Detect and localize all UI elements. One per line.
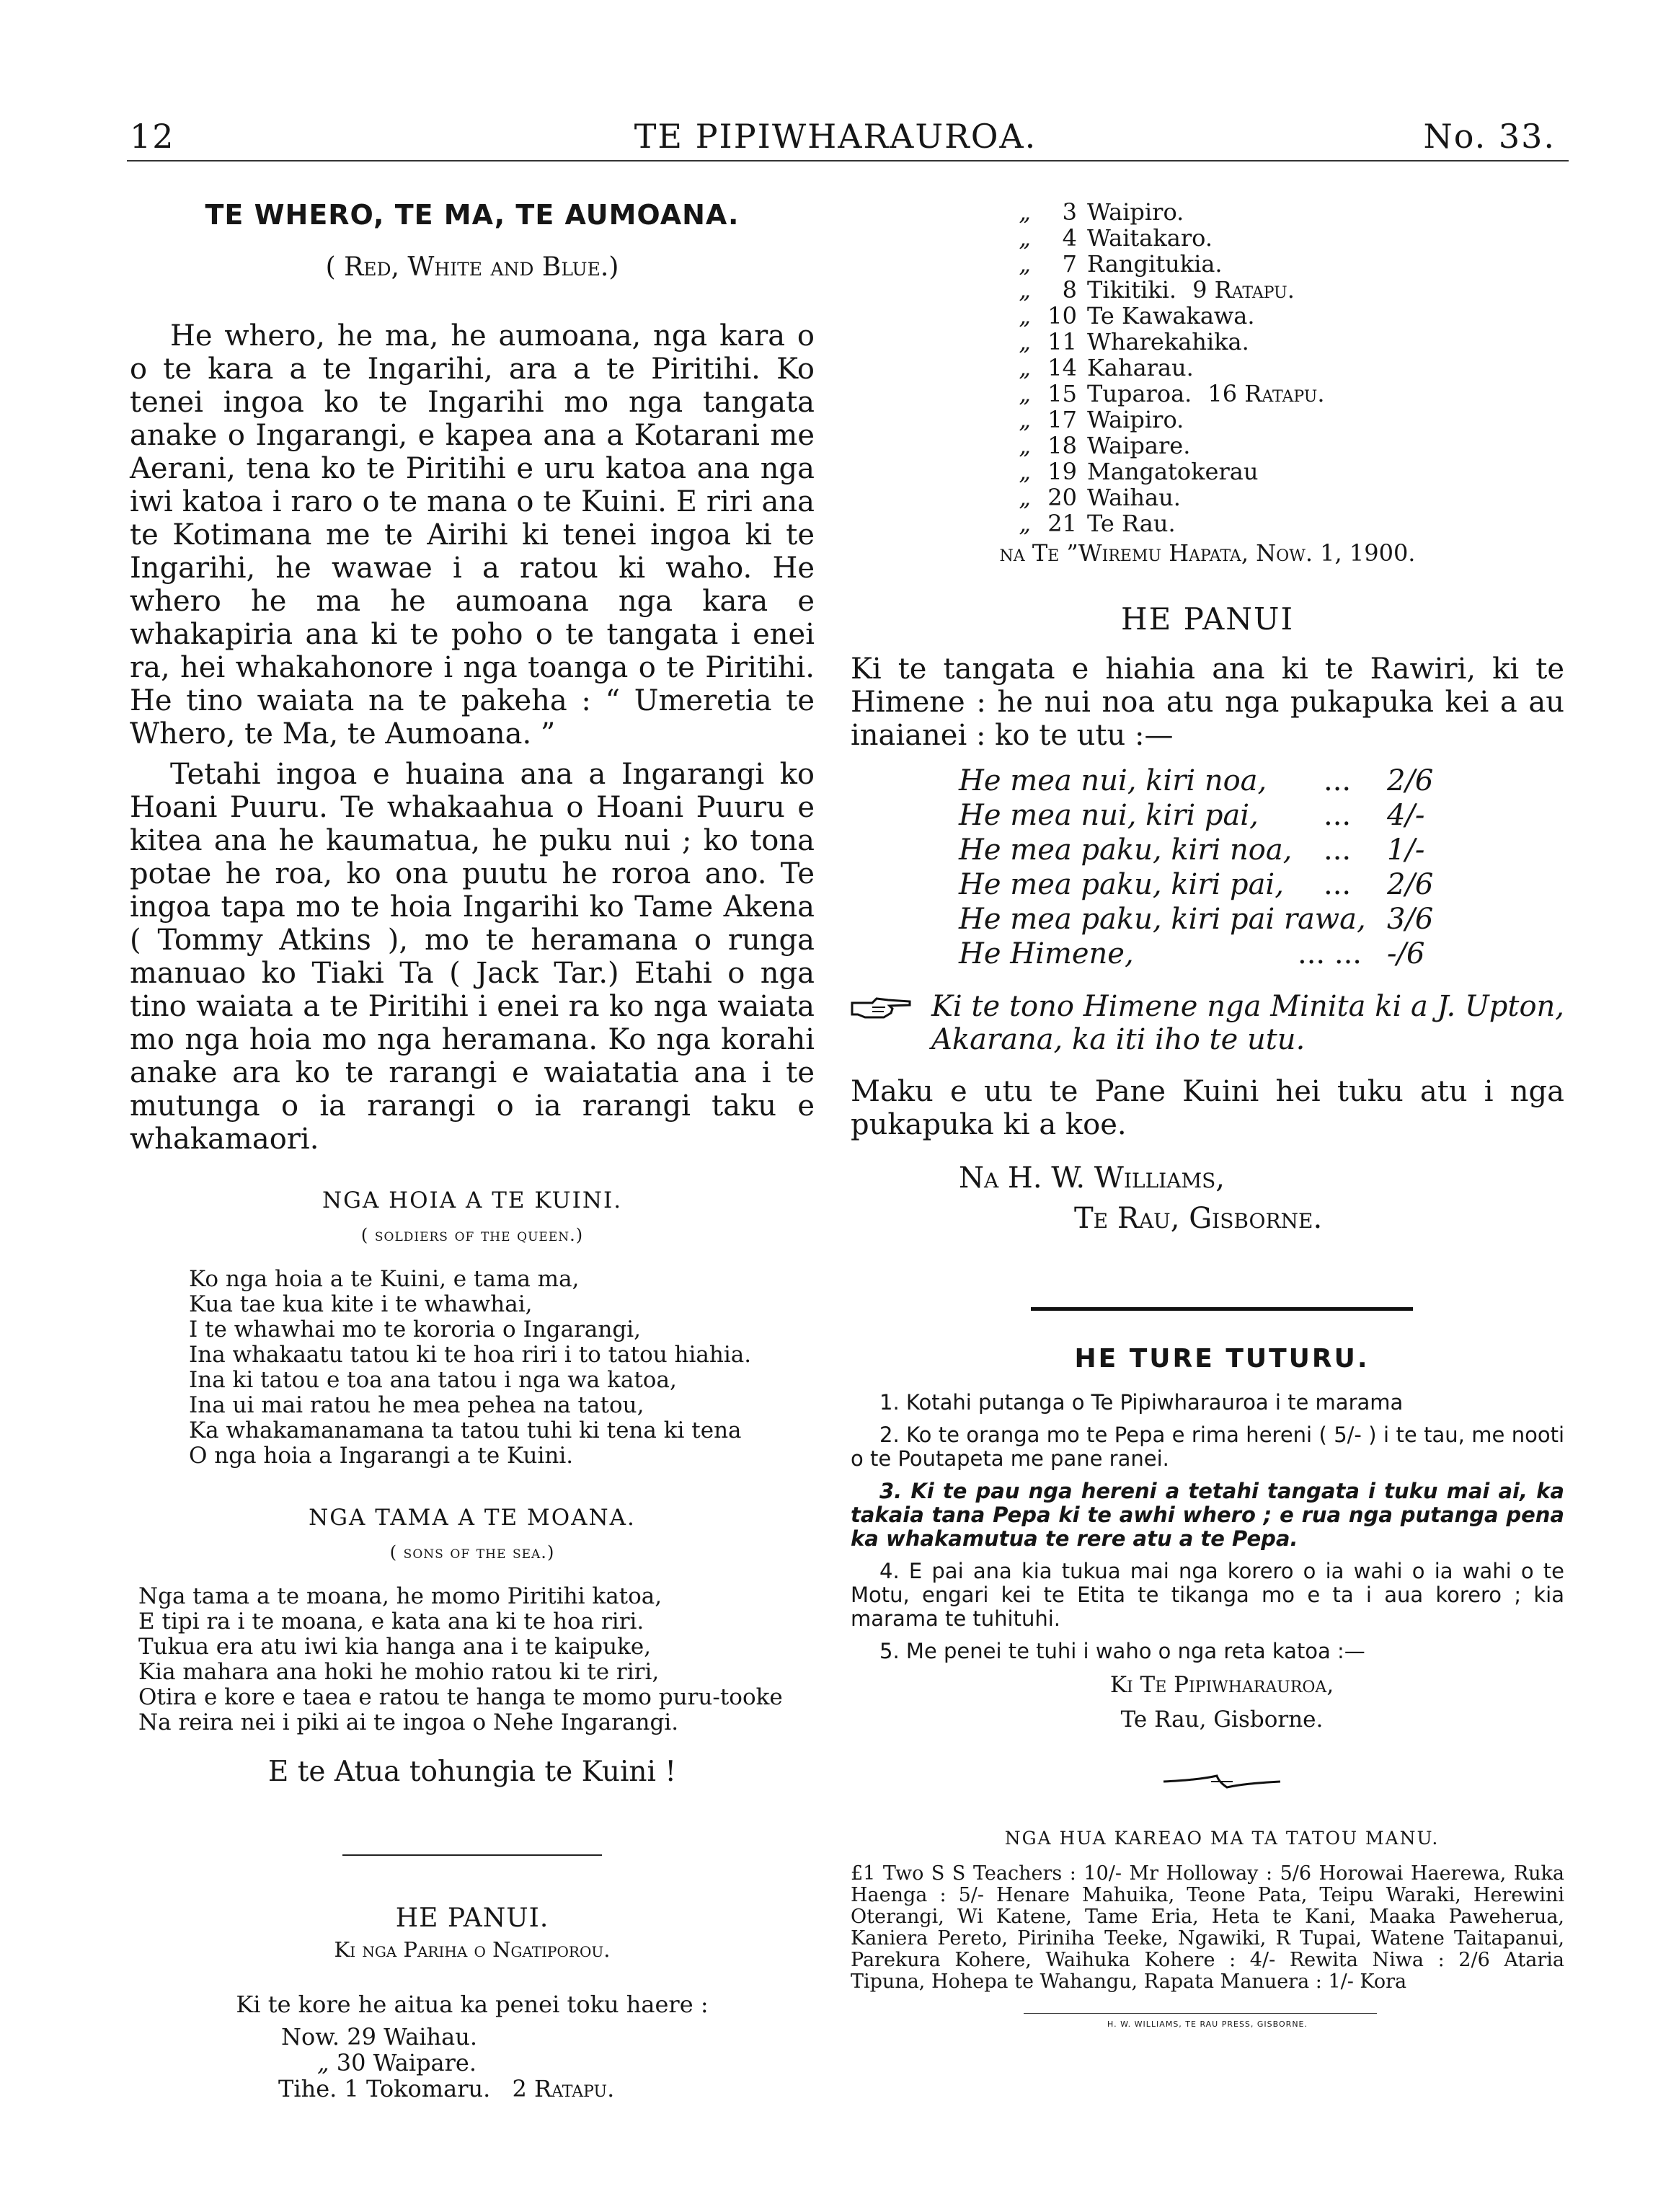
pane-kuini-note: Maku e utu te Pane Kuini hei tuku atu i nga pukapuka ki a koe.	[851, 1075, 1564, 1141]
right-column	[851, 199, 1564, 2029]
price-item: He Himene,	[959, 937, 1134, 970]
schedule-row	[952, 407, 1564, 433]
section-divider	[1031, 1307, 1413, 1311]
ditto-mark: „	[317, 2049, 329, 2076]
price-amount: 2/6	[1387, 868, 1434, 901]
verse-line: Na reira nei i piki ai te ingoa o Nehe Ingarangi.	[138, 1709, 679, 1735]
article-paragraph: He whero, he ma, he aumoana, nga kara o o te kara a te Ingarihi, ara a te Piritihi. Ko tenei ingoa ko te Ingarihi mo nga tangata anake o Ingarangi, e kapea ana a Kotarani me Aerani, tena ko te Piritihi e uru katoa ana nga iwi katoa i raro o te mana o te Kuini. E riri ana te Kotimana me te Airihi ki tenei ingoa ki te Ingarihi, he wawae i a ratou ki waho. He whero he ma he aumoana nga kara e whakapiria ana ki te poho o te tangata i enei ra, hei whakahonore i nga toanga o te Piritihi. He tino waiata na te pakeha : “ Umeretia te Whero, te Ma, te Aumoana. ”	[130, 319, 815, 751]
schedule-day: 1	[344, 2075, 359, 2102]
verse-line: Kua tae kua kite i te whawhai,	[189, 1291, 533, 1317]
closing-line: E te Atua tohungia te Kuini !	[267, 1756, 677, 1788]
price-dots: ... ...	[1298, 937, 1362, 970]
schedule-day: 29	[347, 2023, 376, 2050]
price-item: He mea nui, kiri pai,	[959, 799, 1259, 832]
verse-line: Kia mahara ana hoki he mohio ratou ki te riri,	[138, 1659, 660, 1685]
parish-schedule	[952, 199, 1564, 536]
schedule-place: Tikitiki.	[1087, 276, 1177, 304]
schedule-place: Waipiro.	[1087, 406, 1184, 433]
notice-title: HE PANUI.	[395, 1903, 549, 1933]
verse-line: Tukua era atu iwi kia hanga ana i te kaipuke,	[138, 1634, 652, 1660]
schedule-day: 4	[1062, 224, 1077, 252]
printer-imprint: H. W. WILLIAMS, TE RAU PRESS, GISBORNE.	[1107, 2019, 1308, 2029]
ditto-mark: „	[1019, 432, 1031, 459]
ditto-mark: „	[1019, 328, 1031, 355]
verse-line: Ko nga hoia a te Kuini, e tama ma,	[189, 1266, 580, 1292]
schedule-place: Kaharau.	[1087, 354, 1194, 381]
song1-verse	[189, 1267, 815, 1469]
ditto-mark: „	[1019, 276, 1031, 304]
schedule-row	[281, 2050, 815, 2076]
masthead-title: TE PIPIWHARAUROA.	[634, 117, 1037, 156]
article-title: TE WHERO, TE MA, TE AUMOANA.	[205, 199, 740, 231]
rule-item: 2. Ko te oranga mo te Pepa e rima hereni ( 5/- ) i te tau, me nooti o te Poutapeta me pane ranei.	[851, 1423, 1564, 1471]
verse-line: Nga tama a te moana, he momo Piritihi katoa,	[138, 1583, 662, 1609]
schedule-sunday: 2 Ratapu.	[512, 2075, 615, 2102]
schedule-row	[952, 381, 1564, 407]
schedule-row	[952, 510, 1564, 536]
schedule-place: Rangitukia.	[1087, 250, 1223, 278]
price-row	[959, 902, 1564, 937]
schedule-day: 15	[1047, 380, 1077, 407]
price-amount: 4/-	[1387, 799, 1425, 832]
song2-verse	[138, 1584, 815, 1735]
ditto-mark: „	[1019, 458, 1031, 485]
schedule-day: 21	[1047, 510, 1077, 537]
rules-list	[851, 1391, 1564, 1663]
price-row	[959, 937, 1564, 971]
verse-line: Ka whakamanamana ta tatou tuhi ki tena ki tena	[189, 1417, 742, 1443]
verse-line: Ina ki tatou e toa ana tatou i nga wa katoa,	[189, 1367, 677, 1393]
ture-title: HE TURE TUTURU.	[1074, 1344, 1370, 1373]
schedule-sunday: 9 Ratapu.	[1192, 276, 1295, 304]
song2-title: NGA TAMA A TE MOANA.	[309, 1505, 636, 1531]
ditto-mark: „	[1019, 406, 1031, 433]
ditto-mark: „	[1019, 250, 1031, 278]
rule-item: 1. Kotahi putanga o Te Pipiwharauroa i te marama	[879, 1390, 1404, 1415]
donors-title: NGA HUA KAREAO MA TA TATOU MANU.	[1004, 1828, 1440, 1849]
schedule-place: Waihau.	[1087, 484, 1181, 511]
schedule-day: 10	[1047, 302, 1077, 329]
price-list	[959, 764, 1564, 971]
schedule-day: 11	[1047, 328, 1077, 355]
price-row	[959, 867, 1564, 902]
schedule-month: Now.	[281, 2023, 340, 2050]
price-amount: 1/-	[1387, 833, 1425, 867]
left-column	[130, 199, 815, 2102]
schedule-row	[952, 277, 1564, 303]
schedule-place: Waipare.	[1087, 432, 1191, 459]
schedule-month: Tihe.	[278, 2075, 337, 2102]
ditto-mark: „	[1019, 380, 1031, 407]
schedule-place: Waipiro.	[1087, 198, 1184, 226]
schedule-place: Mangatokerau	[1087, 458, 1259, 485]
schedule-row	[278, 2076, 815, 2102]
ditto-mark: „	[1019, 510, 1031, 537]
panui-title: HE PANUI	[1120, 601, 1295, 637]
address-line: Te Rau, Gisborne.	[1120, 1707, 1324, 1733]
song2-subtitle: ( sons of the sea.)	[389, 1542, 555, 1562]
verse-line: Ina whakaatu tatou ki te hoa riri i to tatou hiahia.	[189, 1342, 752, 1368]
schedule-row	[952, 251, 1564, 277]
price-row	[959, 798, 1564, 833]
ditto-mark: „	[1019, 198, 1031, 226]
verse-line: Otira e kore e taea e ratou te hanga te momo puru-tooke	[138, 1684, 783, 1710]
notice-schedule	[278, 2023, 815, 2102]
rule-item: 5. Me penei te tuhi i waho o nga reta katoa :—	[879, 1639, 1365, 1663]
schedule-row	[281, 2024, 815, 2050]
rule-item: 4. E pai ana kia tukua mai nga korero o ia wahi o ia wahi o te Motu, engari kei te Etita te tikanga mo e ta i aua korero ; kia marama te tuhituhi.	[851, 1559, 1564, 1631]
schedule-place: Te Kawakawa.	[1087, 302, 1255, 329]
schedule-place: Tuparoa.	[1087, 380, 1192, 407]
signature-place: Te Rau, Gisborne.	[1074, 1202, 1323, 1235]
article-body	[130, 319, 815, 1156]
schedule-row	[952, 303, 1564, 329]
price-dots: ...	[1324, 833, 1352, 867]
schedule-signature	[851, 539, 1564, 567]
ditto-mark: „	[1019, 224, 1031, 252]
schedule-place: Waipare.	[373, 2049, 477, 2076]
schedule-day: 8	[1062, 276, 1077, 304]
schedule-place: Wharekahika.	[1087, 328, 1249, 355]
ditto-mark: „	[1019, 302, 1031, 329]
ornament-divider	[851, 1773, 1564, 1793]
ornament-icon	[1161, 1773, 1283, 1790]
notice-intro: Ki te kore he aitua ka penei toku haere :	[236, 1991, 709, 2018]
schedule-row	[952, 485, 1564, 510]
schedule-row	[952, 433, 1564, 459]
hand-note	[851, 990, 1564, 1056]
schedule-day: 30	[336, 2049, 366, 2076]
price-item: He mea paku, kiri pai rawa,	[959, 903, 1366, 936]
price-row	[959, 764, 1564, 798]
schedule-day: 7	[1062, 250, 1077, 278]
price-amount: -/6	[1387, 937, 1425, 970]
pointing-hand-icon	[851, 996, 913, 1020]
price-amount: 3/6	[1387, 903, 1434, 936]
song1-subtitle: ( soldiers of the queen.)	[360, 1225, 584, 1245]
imprint-rule	[1024, 2013, 1377, 2014]
schedule-place: Waitakaro.	[1087, 224, 1213, 252]
issue-number: No. 33.	[1423, 117, 1556, 156]
section-divider	[342, 1854, 602, 1856]
schedule-signature-text: na Te ”Wiremu Hapata, Now. 1, 1900.	[999, 539, 1416, 567]
schedule-row	[952, 459, 1564, 485]
schedule-place: Te Rau.	[1087, 510, 1176, 537]
price-dots: ...	[1324, 868, 1352, 901]
rule-item: 3. Ki te pau nga hereni a tetahi tangata i tuku mai ai, ka takaia tana Pepa ki te awhi whero ; e rua nga putanga pena ka whakamutua te rere atu a te Pepa.	[851, 1479, 1564, 1551]
schedule-row	[952, 199, 1564, 225]
signature-name: Na H. W. Williams,	[959, 1162, 1225, 1195]
schedule-day: 14	[1047, 354, 1077, 381]
verse-line: E tipi ra i te moana, e kata ana ki te hoa riri.	[138, 1609, 644, 1634]
article-paragraph: Tetahi ingoa e huaina ana a Ingarangi ko Hoani Puuru. Te whakaahua o Hoani Puuru e kitea ana he kaumatua, he puku nui ; ko tona potae he roa, ko ona puutu he roroa ano. Te ingoa tapa mo te hoia Ingarihi ko Tame Akena ( Tommy Atkins ), mo te heramana o runga manuao ko Tiaki Ta ( Jack Tar.) Etahi o nga tino waiata a te Piritihi i enei ra ko nga waiata mo nga hoia mo nga heramana. Ko nga korahi anake ara ko te rarangi e waiatatia ana i te mutunga o ia rarangi o ia rarangi taku e whakamaori.	[130, 758, 815, 1156]
schedule-row	[952, 355, 1564, 381]
song1-title: NGA HOIA A TE KUINI.	[322, 1187, 623, 1213]
notice-subtitle: Ki nga Pariha o Ngatiporou.	[334, 1937, 611, 1962]
header-rule	[127, 160, 1569, 162]
schedule-day: 3	[1062, 198, 1077, 226]
price-row	[959, 833, 1564, 867]
price-item: He mea nui, kiri noa,	[959, 764, 1267, 797]
page-number: 12	[130, 117, 175, 156]
schedule-place: Tokomaru.	[366, 2075, 491, 2102]
price-item: He mea paku, kiri pai,	[959, 868, 1284, 901]
ditto-mark: „	[1019, 354, 1031, 381]
schedule-sunday: 16 Ratapu.	[1207, 380, 1325, 407]
price-amount: 2/6	[1387, 764, 1434, 797]
schedule-day: 19	[1047, 458, 1077, 485]
ditto-mark: „	[1019, 484, 1031, 511]
price-dots: ...	[1324, 764, 1352, 797]
schedule-day: 17	[1047, 406, 1077, 433]
verse-line: I te whawhai mo te kororia o Ingarangi,	[189, 1317, 641, 1342]
schedule-place: Waihau.	[384, 2023, 477, 2050]
donors-list: £1 Two S S Teachers : 10/- Mr Holloway : 5/6 Horowai Haerewa, Ruka Haenga : 5/- Henare Mahuika, Teone Pata, Teipu Waraki, Herewini Oterangi, Wi Katene, Tame Eria, Heta te Kani, Maaka Paweherua, Kaniera Pereto, Piriniha Teeke, Ngawiki, R Tupai, Watene Taitapanui, Parekura Kohere, Waihuka Kohere : 4/- Rewita Niwa : 2/6 Ataria Tipuna, Hohepa te Wahangu, Rapata Manuera : 1/- Kora	[851, 1862, 1564, 1993]
schedule-day: 18	[1047, 432, 1077, 459]
verse-line: O nga hoia a Ingarangi a te Kuini.	[189, 1443, 574, 1469]
hand-note-text: Ki te tono Himene nga Minita ki a J. Upton, Akarana, ka iti iho te utu.	[931, 990, 1564, 1056]
schedule-day: 20	[1047, 484, 1077, 511]
price-item: He mea paku, kiri noa,	[959, 833, 1293, 867]
address-line: Ki Te Pipiwharauroa,	[1109, 1672, 1334, 1698]
schedule-row	[952, 225, 1564, 251]
price-dots: ...	[1324, 799, 1352, 832]
schedule-row	[952, 329, 1564, 355]
article-subtitle: ( Red, White and Blue.)	[325, 252, 619, 282]
panui-intro: Ki te tangata e hiahia ana ki te Rawiri, ki te Himene : he nui noa atu nga pukapuka kei a au inaianei : ko te utu :—	[851, 652, 1564, 752]
verse-line: Ina ui mai ratou he mea pehea na tatou,	[189, 1392, 644, 1418]
